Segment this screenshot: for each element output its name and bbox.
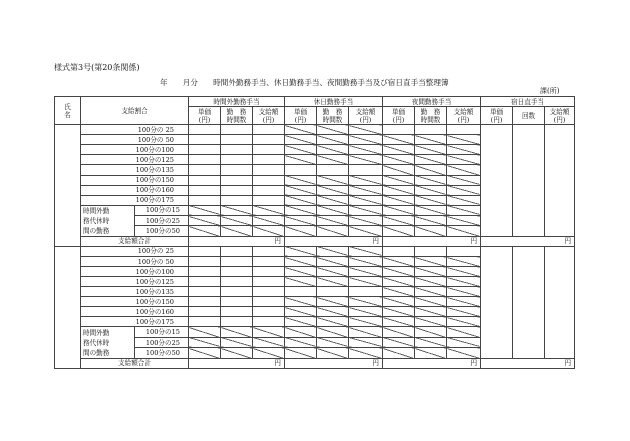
overtime-cell — [253, 216, 285, 226]
holiday-cell — [285, 297, 317, 307]
overtime-cell — [221, 348, 253, 358]
holiday-cell — [349, 267, 383, 277]
overtime-cell — [221, 267, 253, 277]
overtime-cell — [189, 246, 221, 256]
overtime-cell — [189, 327, 221, 337]
night-cell — [415, 317, 447, 327]
duty-cell — [513, 246, 545, 358]
overtime-cell — [189, 337, 221, 347]
night-cell — [447, 287, 481, 297]
holiday-cell — [349, 317, 383, 327]
holiday-total: 円 — [285, 236, 383, 246]
night-cell — [415, 257, 447, 267]
holiday-cell — [285, 125, 317, 135]
rate-label: 100分の100 — [81, 145, 189, 155]
night-cell — [415, 216, 447, 226]
night-cell — [415, 348, 447, 358]
rate-row — [55, 246, 575, 256]
rate-label: 100分の 50 — [81, 257, 189, 267]
night-cell — [383, 125, 415, 135]
header-unit-price: 単価 (円) — [481, 107, 513, 125]
holiday-cell — [349, 246, 383, 256]
holiday-cell — [317, 337, 349, 347]
night-cell — [415, 185, 447, 195]
night-cell — [447, 246, 481, 256]
header-overtime: 時間外勤務手当 — [189, 97, 285, 107]
header-hours: 勤 務 時間数 — [317, 107, 349, 125]
holiday-cell — [349, 348, 383, 358]
night-total: 円 — [383, 236, 481, 246]
overtime-cell — [189, 165, 221, 175]
night-cell — [447, 297, 481, 307]
overtime-cell — [253, 257, 285, 267]
overtime-cell — [253, 327, 285, 337]
holiday-cell — [317, 125, 349, 135]
overtime-cell — [189, 287, 221, 297]
overtime-cell — [189, 216, 221, 226]
night-cell — [447, 165, 481, 175]
holiday-cell — [349, 297, 383, 307]
total-row — [55, 358, 575, 368]
night-cell — [415, 337, 447, 347]
comp-time-label: 時間外勤 務代休時 間の勤務 — [81, 205, 135, 236]
overtime-cell — [221, 195, 253, 205]
overtime-cell — [189, 226, 221, 236]
overtime-cell — [221, 205, 253, 215]
night-cell — [447, 277, 481, 287]
holiday-cell — [285, 348, 317, 358]
duty-cell — [513, 125, 545, 237]
header-amount: 支給額 (円) — [447, 107, 481, 125]
department-label: 課(所) — [540, 87, 560, 95]
duty-total: 円 — [481, 358, 575, 368]
night-cell — [447, 267, 481, 277]
overtime-cell — [253, 277, 285, 287]
holiday-cell — [317, 257, 349, 267]
night-cell — [383, 155, 415, 165]
holiday-cell — [285, 205, 317, 215]
overtime-cell — [253, 195, 285, 205]
holiday-cell — [317, 205, 349, 215]
form-number: 様式第3号(第20条関係) — [54, 63, 140, 72]
overtime-cell — [221, 287, 253, 297]
comp-rate-label: 100分の25 — [135, 337, 189, 347]
overtime-cell — [221, 317, 253, 327]
night-cell — [415, 297, 447, 307]
header-unit-price: 単価 (円) — [189, 107, 221, 125]
night-cell — [447, 185, 481, 195]
holiday-cell — [349, 155, 383, 165]
holiday-cell — [285, 317, 317, 327]
rate-label: 100分の160 — [81, 307, 189, 317]
night-cell — [447, 327, 481, 337]
overtime-cell — [189, 185, 221, 195]
night-cell — [383, 317, 415, 327]
rate-label: 100分の150 — [81, 175, 189, 185]
night-cell — [447, 348, 481, 358]
overtime-cell — [221, 155, 253, 165]
overtime-total: 円 — [189, 236, 285, 246]
night-cell — [447, 307, 481, 317]
overtime-cell — [221, 277, 253, 287]
night-cell — [447, 155, 481, 165]
comp-rate-label: 100分の25 — [135, 216, 189, 226]
comp-time-label: 時間外勤 務代休時 間の勤務 — [81, 327, 135, 358]
overtime-total: 円 — [189, 358, 285, 368]
overtime-cell — [189, 205, 221, 215]
holiday-cell — [285, 287, 317, 297]
holiday-cell — [317, 175, 349, 185]
overtime-cell — [253, 348, 285, 358]
holiday-cell — [349, 337, 383, 347]
rate-label: 100分の125 — [81, 155, 189, 165]
holiday-cell — [317, 195, 349, 205]
holiday-cell — [317, 348, 349, 358]
night-cell — [383, 277, 415, 287]
overtime-cell — [253, 185, 285, 195]
rate-label: 100分の125 — [81, 277, 189, 287]
holiday-cell — [285, 185, 317, 195]
holiday-cell — [349, 195, 383, 205]
holiday-cell — [285, 165, 317, 175]
holiday-cell — [349, 135, 383, 145]
holiday-cell — [317, 327, 349, 337]
overtime-cell — [253, 226, 285, 236]
holiday-cell — [349, 145, 383, 155]
night-cell — [415, 135, 447, 145]
overtime-cell — [253, 205, 285, 215]
overtime-cell — [253, 155, 285, 165]
holiday-cell — [285, 175, 317, 185]
overtime-cell — [189, 307, 221, 317]
comp-rate-label: 100分の50 — [135, 226, 189, 236]
overtime-cell — [221, 327, 253, 337]
rate-label: 100分の 25 — [81, 246, 189, 256]
header-holiday: 休日勤務手当 — [285, 97, 383, 107]
rate-label: 100分の150 — [81, 297, 189, 307]
holiday-cell — [349, 307, 383, 317]
duty-cell — [545, 125, 575, 237]
holiday-cell — [285, 257, 317, 267]
overtime-cell — [189, 145, 221, 155]
header-hours: 勤 務 時間数 — [415, 107, 447, 125]
holiday-cell — [285, 307, 317, 317]
night-cell — [383, 297, 415, 307]
night-cell — [383, 348, 415, 358]
overtime-cell — [221, 257, 253, 267]
holiday-cell — [317, 317, 349, 327]
night-cell — [447, 205, 481, 215]
holiday-cell — [349, 185, 383, 195]
overtime-cell — [189, 175, 221, 185]
holiday-cell — [285, 277, 317, 287]
night-cell — [447, 135, 481, 145]
holiday-cell — [285, 267, 317, 277]
comp-rate-label: 100分の15 — [135, 205, 189, 215]
holiday-cell — [349, 327, 383, 337]
night-cell — [383, 287, 415, 297]
holiday-cell — [349, 165, 383, 175]
rate-label: 100分の 25 — [81, 125, 189, 135]
header-amount: 支給額 (円) — [253, 107, 285, 125]
overtime-cell — [253, 337, 285, 347]
night-cell — [383, 165, 415, 175]
rate-label: 100分の135 — [81, 165, 189, 175]
header-row — [55, 97, 575, 107]
overtime-cell — [253, 297, 285, 307]
night-cell — [415, 246, 447, 256]
overtime-cell — [221, 135, 253, 145]
holiday-cell — [285, 145, 317, 155]
overtime-cell — [221, 246, 253, 256]
total-row — [55, 236, 575, 246]
overtime-cell — [189, 297, 221, 307]
overtime-cell — [221, 297, 253, 307]
duty-total: 円 — [481, 236, 575, 246]
night-cell — [383, 337, 415, 347]
night-cell — [447, 216, 481, 226]
overtime-cell — [253, 307, 285, 317]
header-amount: 支給額 (円) — [545, 107, 575, 125]
night-cell — [415, 327, 447, 337]
header-name: 氏 名 — [55, 97, 81, 125]
holiday-cell — [317, 145, 349, 155]
night-cell — [415, 277, 447, 287]
holiday-cell — [349, 175, 383, 185]
holiday-cell — [317, 287, 349, 297]
header-amount: 支給額 (円) — [349, 107, 383, 125]
night-cell — [383, 246, 415, 256]
overtime-cell — [221, 125, 253, 135]
night-cell — [415, 226, 447, 236]
holiday-cell — [285, 246, 317, 256]
night-cell — [383, 226, 415, 236]
overtime-cell — [253, 267, 285, 277]
holiday-cell — [317, 155, 349, 165]
overtime-cell — [253, 135, 285, 145]
night-cell — [415, 307, 447, 317]
night-cell — [447, 257, 481, 267]
night-cell — [415, 267, 447, 277]
holiday-cell — [317, 165, 349, 175]
night-cell — [415, 287, 447, 297]
holiday-cell — [349, 125, 383, 135]
rate-label: 100分の135 — [81, 287, 189, 297]
overtime-cell — [253, 246, 285, 256]
night-cell — [383, 307, 415, 317]
allowance-ledger-table — [54, 96, 575, 369]
header-count: 回数 — [513, 107, 545, 125]
holiday-cell — [349, 205, 383, 215]
overtime-cell — [189, 135, 221, 145]
holiday-cell — [285, 337, 317, 347]
holiday-cell — [317, 297, 349, 307]
night-cell — [415, 155, 447, 165]
night-cell — [415, 175, 447, 185]
overtime-cell — [253, 145, 285, 155]
night-cell — [383, 327, 415, 337]
document-title: 年 月分 時間外勤務手当、休日勤務手当、夜間勤務手当及び宿日直手当整理簿 — [160, 78, 449, 87]
night-cell — [383, 267, 415, 277]
rate-label: 100分の 50 — [81, 135, 189, 145]
overtime-cell — [221, 165, 253, 175]
overtime-cell — [189, 348, 221, 358]
rate-row — [55, 125, 575, 135]
night-cell — [447, 195, 481, 205]
holiday-cell — [317, 226, 349, 236]
overtime-cell — [253, 125, 285, 135]
holiday-cell — [349, 216, 383, 226]
overtime-cell — [189, 195, 221, 205]
holiday-cell — [285, 155, 317, 165]
rate-label: 100分の175 — [81, 195, 189, 205]
overtime-cell — [221, 337, 253, 347]
night-cell — [447, 125, 481, 135]
overtime-cell — [221, 216, 253, 226]
holiday-cell — [349, 287, 383, 297]
night-cell — [415, 145, 447, 155]
header-unit-price: 単価 (円) — [383, 107, 415, 125]
holiday-cell — [285, 135, 317, 145]
night-cell — [447, 337, 481, 347]
holiday-cell — [317, 135, 349, 145]
holiday-cell — [317, 246, 349, 256]
night-cell — [447, 145, 481, 155]
duty-cell — [545, 246, 575, 358]
duty-cell — [481, 246, 513, 358]
night-total: 円 — [383, 358, 481, 368]
night-cell — [415, 205, 447, 215]
employee-name-cell — [55, 246, 81, 368]
rate-label: 100分の100 — [81, 267, 189, 277]
employee-name-cell — [55, 125, 81, 247]
total-label: 支給額合計 — [81, 236, 189, 246]
holiday-cell — [285, 195, 317, 205]
duty-cell — [481, 125, 513, 237]
night-cell — [383, 195, 415, 205]
header-ratio: 支給割合 — [81, 97, 189, 125]
overtime-cell — [189, 277, 221, 287]
holiday-cell — [317, 216, 349, 226]
night-cell — [383, 257, 415, 267]
night-cell — [383, 185, 415, 195]
rate-label: 100分の160 — [81, 185, 189, 195]
rate-label: 100分の175 — [81, 317, 189, 327]
holiday-cell — [349, 226, 383, 236]
header-duty: 宿日直手当 — [481, 97, 575, 107]
overtime-cell — [253, 165, 285, 175]
night-cell — [415, 165, 447, 175]
overtime-cell — [253, 317, 285, 327]
holiday-cell — [285, 327, 317, 337]
holiday-cell — [285, 216, 317, 226]
overtime-cell — [221, 175, 253, 185]
overtime-cell — [221, 145, 253, 155]
holiday-cell — [317, 277, 349, 287]
comp-rate-label: 100分の15 — [135, 327, 189, 337]
holiday-total: 円 — [285, 358, 383, 368]
overtime-cell — [189, 257, 221, 267]
holiday-cell — [349, 257, 383, 267]
overtime-cell — [221, 226, 253, 236]
night-cell — [415, 125, 447, 135]
overtime-cell — [189, 125, 221, 135]
night-cell — [447, 175, 481, 185]
night-cell — [447, 226, 481, 236]
holiday-cell — [349, 277, 383, 287]
night-cell — [383, 216, 415, 226]
overtime-cell — [189, 155, 221, 165]
night-cell — [415, 195, 447, 205]
night-cell — [383, 135, 415, 145]
holiday-cell — [317, 185, 349, 195]
overtime-cell — [189, 317, 221, 327]
holiday-cell — [317, 267, 349, 277]
holiday-cell — [285, 226, 317, 236]
overtime-cell — [253, 287, 285, 297]
night-cell — [383, 145, 415, 155]
overtime-cell — [221, 185, 253, 195]
overtime-cell — [221, 307, 253, 317]
total-label: 支給額合計 — [81, 358, 189, 368]
header-night: 夜間勤務手当 — [383, 97, 481, 107]
header-unit-price: 単価 (円) — [285, 107, 317, 125]
overtime-cell — [189, 267, 221, 277]
night-cell — [447, 317, 481, 327]
holiday-cell — [317, 307, 349, 317]
header-hours: 勤 務 時間数 — [221, 107, 253, 125]
overtime-cell — [253, 175, 285, 185]
night-cell — [383, 175, 415, 185]
comp-rate-label: 100分の50 — [135, 348, 189, 358]
night-cell — [383, 205, 415, 215]
